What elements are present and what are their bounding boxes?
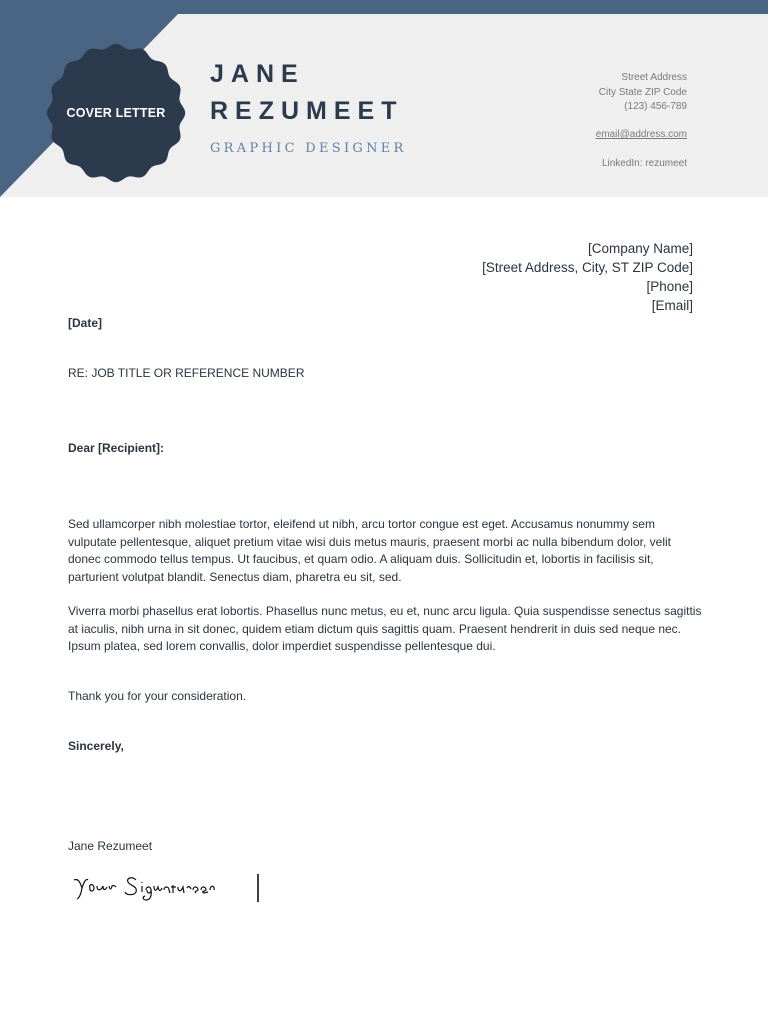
body-paragraph: Viverra morbi phasellus erat lobortis. Phasellus nunc metus, eu et, nunc arcu ligula. Quia suspendisse senectus sagittis at iaculis, nibh urna in sit donec, quidem etiam dictum quis sagittis quam. Praesent hendrerit in duis sed neque nec. Ipsum platea, sed lorem convallis, dolor imperdiet suspendisse pellentesque dui. <box>68 604 702 654</box>
cover-letter-badge <box>46 40 186 186</box>
recipient-phone: [Phone] <box>646 279 693 294</box>
contact-linkedin: LinkedIn: rezumeet <box>601 158 687 169</box>
contact-phone: (123) 456-789 <box>624 101 687 112</box>
body-paragraph: Sed ullamcorper nibh molestiae tortor, eleifend ut nibh, arcu tortor congue est eget. Accusamus nonummy sem vulputate pellentesque, aliquet pretium vitae wisi duis metus mauris, praesent morbi ac nulla bibendum dolor, velit donec commodo tellus tempus. Ut faucibus, et quam odio. A aliquam duis. Sollicitudin et, lobortis in facilisis sit, parturient volutpat blandit. Senectus diam, pharetra eu sit, sed. <box>68 517 671 584</box>
job-title: GRAPHIC DESIGNER <box>210 141 407 156</box>
letter-date: [Date] <box>68 316 103 330</box>
contact-street: Street Address <box>621 72 687 83</box>
recipient-address: [Street Address, City, ST ZIP Code] <box>482 260 693 275</box>
badge-label: COVER LETTER <box>66 106 166 120</box>
reference-line: RE: JOB TITLE OR REFERENCE NUMBER <box>68 366 305 380</box>
name-last: REZUMEET <box>210 97 404 125</box>
contact-city: City State ZIP Code <box>598 87 687 98</box>
handwritten-signature <box>70 868 270 908</box>
thank-you-line: Thank you for your consideration. <box>68 689 247 703</box>
name-first: JANE <box>210 60 305 88</box>
closing: Sincerely, <box>68 739 124 753</box>
salutation: Dear [Recipient]: <box>68 441 165 455</box>
recipient-company: [Company Name] <box>587 241 693 256</box>
signer-name: Jane Rezumeet <box>68 839 153 853</box>
contact-email-link[interactable]: email@address.com <box>595 129 687 140</box>
recipient-email: [Email] <box>651 298 693 313</box>
